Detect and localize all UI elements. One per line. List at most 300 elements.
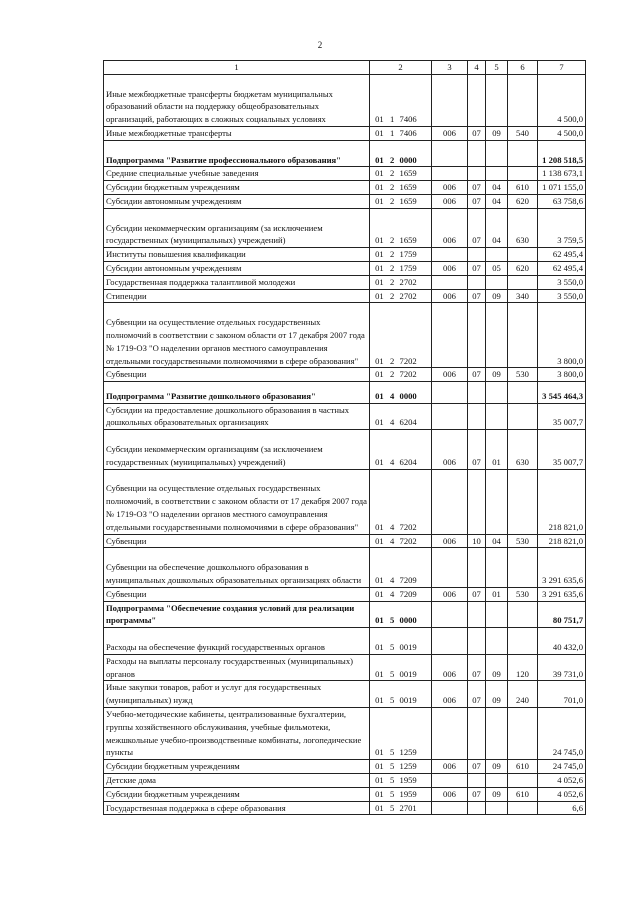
amount-cell: 40 432,0 (538, 628, 586, 655)
code-cell (370, 275, 432, 289)
expense-type-cell (508, 548, 538, 587)
amount-cell: 35 007,7 (538, 430, 586, 469)
section-cell (468, 140, 486, 167)
code-cell (370, 430, 432, 469)
subprogram-code: 5 (389, 695, 395, 706)
subsection-cell: 09 (486, 289, 508, 303)
subsection-cell (486, 707, 508, 759)
section-cell: 07 (468, 587, 486, 601)
table-row (104, 760, 586, 774)
grbs-cell (432, 773, 468, 787)
grbs-cell (432, 382, 468, 403)
code-cell (370, 801, 432, 815)
subsection-cell (486, 801, 508, 815)
amount-cell: 1 138 673,1 (538, 167, 586, 181)
expense-type-cell: 540 (508, 126, 538, 140)
subprogram-code: 2 (389, 235, 395, 246)
amount-cell: 6,6 (538, 801, 586, 815)
subprogram-code: 2 (389, 369, 395, 380)
code-cell (370, 140, 432, 167)
table-row (104, 548, 586, 587)
code-cell (370, 194, 432, 208)
program-code: 01 (375, 127, 384, 138)
direction-code: 1259 (399, 747, 417, 758)
expense-type-cell (508, 801, 538, 815)
subsection-cell (486, 403, 508, 430)
code-cell (370, 654, 432, 681)
section-cell (468, 601, 486, 628)
expense-type-cell: 530 (508, 534, 538, 548)
subsection-cell (486, 303, 508, 368)
row-name: Учебно-методические кабинеты, централизованные бухгалтерии, группы хозяйственного обслуживания, учебные фильмотеки, межшкольные учебно-производственные комбинаты, логопедические пункты (104, 707, 370, 759)
section-cell (468, 74, 486, 126)
table-row (104, 208, 586, 247)
code-cell (370, 289, 432, 303)
grbs-cell: 006 (432, 194, 468, 208)
subsection-cell: 01 (486, 587, 508, 601)
subprogram-code: 1 (389, 127, 395, 138)
row-name: Детские дома (104, 773, 370, 787)
subsection-cell (486, 140, 508, 167)
subsection-cell (486, 601, 508, 628)
subprogram-code: 2 (389, 154, 395, 165)
grbs-cell (432, 167, 468, 181)
subsection-cell (486, 74, 508, 126)
program-code: 01 (375, 456, 384, 467)
subsection-cell: 04 (486, 208, 508, 247)
expense-type-cell (508, 403, 538, 430)
amount-cell: 218 821,0 (538, 469, 586, 534)
program-code: 01 (375, 641, 384, 652)
table-row (104, 601, 586, 628)
code-cell (370, 382, 432, 403)
section-cell: 07 (468, 787, 486, 801)
direction-code: 7202 (399, 535, 417, 546)
section-cell (468, 707, 486, 759)
header-cell: 4 (468, 61, 486, 75)
header-row (104, 61, 586, 75)
amount-cell: 3 550,0 (538, 275, 586, 289)
code-cell (370, 628, 432, 655)
expense-type-cell (508, 140, 538, 167)
subprogram-code: 2 (389, 276, 395, 287)
expense-type-cell: 620 (508, 261, 538, 275)
subprogram-code: 5 (389, 788, 395, 799)
section-cell: 07 (468, 208, 486, 247)
section-cell (468, 382, 486, 403)
expense-type-cell: 630 (508, 430, 538, 469)
expense-type-cell (508, 601, 538, 628)
subsection-cell (486, 382, 508, 403)
subsection-cell: 09 (486, 787, 508, 801)
direction-code: 6204 (399, 417, 417, 428)
expense-type-cell (508, 382, 538, 403)
subsection-cell (486, 548, 508, 587)
subprogram-code: 4 (389, 390, 395, 401)
direction-code: 1659 (399, 235, 417, 246)
grbs-cell (432, 303, 468, 368)
program-code: 01 (375, 235, 384, 246)
header-cell: 7 (538, 61, 586, 75)
row-name: Субвенции (104, 587, 370, 601)
section-cell (468, 548, 486, 587)
direction-code: 1759 (399, 249, 417, 260)
section-cell (468, 167, 486, 181)
program-code: 01 (375, 182, 384, 193)
table-row (104, 628, 586, 655)
direction-code: 7406 (399, 127, 417, 138)
program-code: 01 (375, 154, 384, 165)
direction-code: 0019 (399, 668, 417, 679)
subsection-cell (486, 773, 508, 787)
table-row (104, 275, 586, 289)
subsection-cell: 01 (486, 430, 508, 469)
section-cell: 07 (468, 368, 486, 382)
header-cell: 6 (508, 61, 538, 75)
amount-cell: 4 052,6 (538, 787, 586, 801)
table-row (104, 303, 586, 368)
section-cell: 10 (468, 534, 486, 548)
section-cell: 07 (468, 654, 486, 681)
grbs-cell: 006 (432, 534, 468, 548)
grbs-cell: 006 (432, 181, 468, 195)
header-cell: 1 (104, 61, 370, 75)
grbs-cell: 006 (432, 368, 468, 382)
grbs-cell (432, 801, 468, 815)
program-code: 01 (375, 114, 384, 125)
row-name: Субсидии бюджетным учреждениям (104, 787, 370, 801)
subprogram-code: 4 (389, 521, 395, 532)
program-code: 01 (375, 668, 384, 679)
subsection-cell: 09 (486, 368, 508, 382)
subprogram-code: 2 (389, 195, 395, 206)
expense-type-cell: 620 (508, 194, 538, 208)
header-cell: 3 (432, 61, 468, 75)
grbs-cell: 006 (432, 126, 468, 140)
section-cell (468, 773, 486, 787)
expense-type-cell: 340 (508, 289, 538, 303)
direction-code: 0019 (399, 641, 417, 652)
program-code: 01 (375, 761, 384, 772)
row-name: Иные закупки товаров, работ и услуг для государственных (муниципальных) нужд (104, 681, 370, 708)
expense-type-cell (508, 773, 538, 787)
code-cell (370, 787, 432, 801)
subprogram-code: 5 (389, 668, 395, 679)
table-row (104, 261, 586, 275)
grbs-cell: 006 (432, 261, 468, 275)
table-row (104, 403, 586, 430)
subprogram-code: 4 (389, 417, 395, 428)
row-name: Субсидии некоммерческим организациям (за исключением государственных (муниципальных) учреждений) (104, 430, 370, 469)
subsection-cell: 09 (486, 126, 508, 140)
direction-code: 7209 (399, 574, 417, 585)
section-cell (468, 403, 486, 430)
code-cell (370, 208, 432, 247)
code-cell (370, 548, 432, 587)
row-name: Подпрограмма "Развитие профессионального образования" (104, 140, 370, 167)
table-row (104, 787, 586, 801)
direction-code: 1959 (399, 774, 417, 785)
subsection-cell: 09 (486, 654, 508, 681)
program-code: 01 (375, 774, 384, 785)
section-cell: 07 (468, 681, 486, 708)
table-row (104, 140, 586, 167)
program-code: 01 (375, 276, 384, 287)
amount-cell: 3 759,5 (538, 208, 586, 247)
subprogram-code: 4 (389, 456, 395, 467)
subprogram-code: 2 (389, 182, 395, 193)
section-cell: 07 (468, 126, 486, 140)
amount-cell: 3 291 635,6 (538, 548, 586, 587)
table-row (104, 707, 586, 759)
code-cell (370, 534, 432, 548)
program-code: 01 (375, 195, 384, 206)
code-cell (370, 601, 432, 628)
amount-cell: 4 500,0 (538, 74, 586, 126)
section-cell: 07 (468, 181, 486, 195)
row-name: Иные межбюджетные трансферты (104, 126, 370, 140)
program-code: 01 (375, 747, 384, 758)
amount-cell: 3 550,0 (538, 289, 586, 303)
section-cell (468, 275, 486, 289)
code-cell (370, 126, 432, 140)
grbs-cell: 006 (432, 760, 468, 774)
grbs-cell: 006 (432, 681, 468, 708)
row-name: Государственная поддержка в сфере образования (104, 801, 370, 815)
subprogram-code: 4 (389, 535, 395, 546)
subprogram-code: 2 (389, 290, 395, 301)
direction-code: 7202 (399, 355, 417, 366)
code-cell (370, 303, 432, 368)
direction-code: 2702 (399, 290, 417, 301)
section-cell: 07 (468, 430, 486, 469)
direction-code: 1759 (399, 262, 417, 273)
expense-type-cell: 610 (508, 760, 538, 774)
expense-type-cell (508, 248, 538, 262)
grbs-cell (432, 275, 468, 289)
table-row (104, 681, 586, 708)
expense-type-cell: 630 (508, 208, 538, 247)
section-cell (468, 801, 486, 815)
direction-code: 7202 (399, 369, 417, 380)
table-row (104, 126, 586, 140)
program-code: 01 (375, 390, 384, 401)
direction-code: 0019 (399, 695, 417, 706)
amount-cell: 1 208 518,5 (538, 140, 586, 167)
expense-type-cell: 530 (508, 368, 538, 382)
expense-type-cell: 610 (508, 181, 538, 195)
table-row (104, 248, 586, 262)
code-cell (370, 587, 432, 601)
row-name: Подпрограмма "Обеспечение создания условий для реализации программы" (104, 601, 370, 628)
table-row (104, 289, 586, 303)
subprogram-code: 5 (389, 774, 395, 785)
program-code: 01 (375, 369, 384, 380)
code-cell (370, 181, 432, 195)
subsection-cell: 05 (486, 261, 508, 275)
subprogram-code: 5 (389, 802, 395, 813)
subprogram-code: 4 (389, 588, 395, 599)
program-code: 01 (375, 588, 384, 599)
code-cell (370, 368, 432, 382)
subprogram-code: 1 (389, 114, 395, 125)
subprogram-code: 2 (389, 168, 395, 179)
direction-code: 0000 (399, 615, 417, 626)
subsection-cell: 04 (486, 534, 508, 548)
program-code: 01 (375, 168, 384, 179)
direction-code: 7209 (399, 588, 417, 599)
subsection-cell (486, 469, 508, 534)
row-name: Субсидии бюджетным учреждениям (104, 760, 370, 774)
code-cell (370, 261, 432, 275)
row-name: Субвенции на осуществление отдельных государственных полномочий в соответствии с законом области от 17 декабря 2007 года № 1719-ОЗ "О наделении органов местного самоуправления отдельными государственными полномочиями в сфере образования" (104, 303, 370, 368)
subprogram-code: 5 (389, 641, 395, 652)
table-row (104, 181, 586, 195)
grbs-cell (432, 140, 468, 167)
direction-code: 2702 (399, 276, 417, 287)
row-name: Субсидии на предоставление дошкольного образования в частных дошкольных образовательных организациях (104, 403, 370, 430)
amount-cell: 62 495,4 (538, 261, 586, 275)
expense-type-cell (508, 275, 538, 289)
expense-type-cell: 610 (508, 787, 538, 801)
direction-code: 1659 (399, 195, 417, 206)
amount-cell: 4 500,0 (538, 126, 586, 140)
subsection-cell (486, 248, 508, 262)
program-code: 01 (375, 417, 384, 428)
table-row (104, 74, 586, 126)
amount-cell: 4 052,6 (538, 773, 586, 787)
expense-type-cell (508, 707, 538, 759)
grbs-cell: 006 (432, 289, 468, 303)
code-cell (370, 248, 432, 262)
row-name: Институты повышения квалификации (104, 248, 370, 262)
subsection-cell (486, 628, 508, 655)
grbs-cell: 006 (432, 208, 468, 247)
row-name: Субсидии некоммерческим организациям (за исключением государственных (муниципальных) учреждений) (104, 208, 370, 247)
amount-cell: 63 758,6 (538, 194, 586, 208)
expense-type-cell (508, 74, 538, 126)
grbs-cell (432, 248, 468, 262)
program-code: 01 (375, 249, 384, 260)
grbs-cell (432, 601, 468, 628)
program-code: 01 (375, 788, 384, 799)
code-cell (370, 707, 432, 759)
row-name: Стипендии (104, 289, 370, 303)
code-cell (370, 760, 432, 774)
amount-cell: 35 007,7 (538, 403, 586, 430)
direction-code: 2701 (399, 802, 417, 813)
program-code: 01 (375, 262, 384, 273)
direction-code: 6204 (399, 456, 417, 467)
direction-code: 7406 (399, 114, 417, 125)
grbs-cell (432, 74, 468, 126)
direction-code: 1659 (399, 182, 417, 193)
subsection-cell (486, 167, 508, 181)
section-cell (468, 469, 486, 534)
row-name: Иные межбюджетные трансферты бюджетам муниципальных образований области на поддержку общеобразовательных организаций, работающих в сложных социальных условиях (104, 74, 370, 126)
program-code: 01 (375, 695, 384, 706)
table-row (104, 654, 586, 681)
section-cell: 07 (468, 194, 486, 208)
program-code: 01 (375, 521, 384, 532)
row-name: Расходы на обеспечение функций государственных органов (104, 628, 370, 655)
code-cell (370, 403, 432, 430)
header-cell: 2 (370, 61, 432, 75)
table-row (104, 194, 586, 208)
section-cell (468, 248, 486, 262)
row-name: Государственная поддержка талантливой молодежи (104, 275, 370, 289)
grbs-cell (432, 403, 468, 430)
subprogram-code: 5 (389, 747, 395, 758)
subprogram-code: 4 (389, 574, 395, 585)
amount-cell: 1 071 155,0 (538, 181, 586, 195)
subprogram-code: 2 (389, 249, 395, 260)
row-name: Расходы на выплаты персоналу государственных (муниципальных) органов (104, 654, 370, 681)
direction-code: 0000 (399, 390, 417, 401)
table-row (104, 382, 586, 403)
program-code: 01 (375, 290, 384, 301)
amount-cell: 24 745,0 (538, 707, 586, 759)
section-cell: 07 (468, 261, 486, 275)
budget-table (103, 60, 586, 815)
code-cell (370, 167, 432, 181)
subsection-cell: 09 (486, 681, 508, 708)
grbs-cell: 006 (432, 787, 468, 801)
program-code: 01 (375, 355, 384, 366)
direction-code: 0000 (399, 154, 417, 165)
table-body (104, 74, 586, 815)
grbs-cell (432, 707, 468, 759)
section-cell: 07 (468, 760, 486, 774)
expense-type-cell (508, 628, 538, 655)
section-cell (468, 303, 486, 368)
row-name: Средние специальные учебные заведения (104, 167, 370, 181)
direction-code: 1659 (399, 168, 417, 179)
subsection-cell: 09 (486, 760, 508, 774)
subprogram-code: 2 (389, 262, 395, 273)
subprogram-code: 5 (389, 761, 395, 772)
direction-code: 7202 (399, 521, 417, 532)
expense-type-cell: 240 (508, 681, 538, 708)
section-cell (468, 628, 486, 655)
subsection-cell: 04 (486, 181, 508, 195)
code-cell (370, 681, 432, 708)
table-row (104, 534, 586, 548)
amount-cell: 3 545 464,3 (538, 382, 586, 403)
amount-cell: 701,0 (538, 681, 586, 708)
grbs-cell (432, 469, 468, 534)
row-name: Субвенции (104, 368, 370, 382)
expense-type-cell: 120 (508, 654, 538, 681)
code-cell (370, 469, 432, 534)
table-row (104, 368, 586, 382)
row-name: Субвенции на обеспечение дошкольного образования в муниципальных дошкольных образовательных организациях области (104, 548, 370, 587)
header-cell: 5 (486, 61, 508, 75)
section-cell: 07 (468, 289, 486, 303)
direction-code: 1959 (399, 788, 417, 799)
row-name: Подпрограмма "Развитие дошкольного образования" (104, 382, 370, 403)
expense-type-cell (508, 303, 538, 368)
grbs-cell (432, 628, 468, 655)
page-number: 2 (317, 40, 323, 50)
row-name: Субвенции (104, 534, 370, 548)
subsection-cell (486, 275, 508, 289)
row-name: Субсидии автономным учреждениям (104, 194, 370, 208)
amount-cell: 3 800,0 (538, 368, 586, 382)
subprogram-code: 5 (389, 615, 395, 626)
table-row (104, 430, 586, 469)
table-row (104, 801, 586, 815)
